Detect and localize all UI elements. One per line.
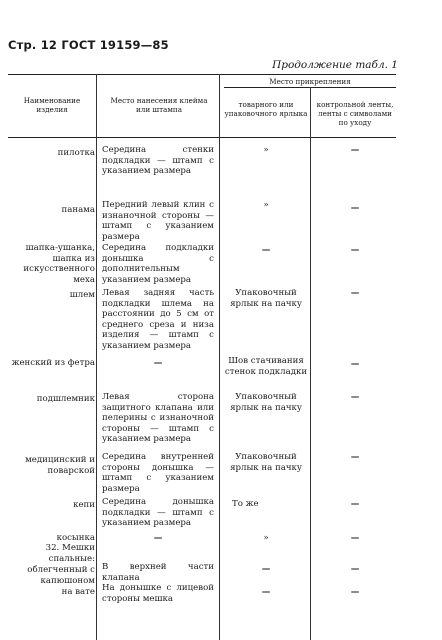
col-divider-3 [310,87,311,640]
stamp-place: Середина подкладки донышка с дополнительным указанием размера [102,243,214,285]
stamp-place: Середина донышка подкладки — штамп с указанием размера [102,497,214,528]
label-place: » [263,145,269,155]
header-label: товарного или упаковочного ярлыка [224,100,308,118]
stamp-place: Передний левый клин с изнаночной стороны — штамп с указанием размера [102,200,214,242]
header-stamp-place: Место нанесения клейма или штампа [110,96,208,114]
stamp-place: — [153,533,163,543]
item-name: косынка [56,533,95,543]
ribbon-place: — [350,359,360,369]
stamp-place: Левая сторона защитного клапана или пелерины с изнаночной стороны — штамп с указанием размера [102,392,214,444]
ribbon-place: — [350,499,360,509]
ribbon-place: — [350,452,360,462]
item-name: 32. Мешки спальные: [45,543,95,564]
item-name: пилотка [57,148,95,158]
ribbon-place: — [350,564,360,574]
header-bottom-rule [8,137,396,138]
item-name: шапка-ушанка, шапка из искусственного меха [23,243,95,285]
col-divider-1 [96,74,97,640]
item-name: на вате [61,587,95,597]
label-place: Упаковочный ярлык на пачку [230,288,302,309]
header-attach-place: Место прикрепления [269,77,351,86]
continuation-label: Продолжение табл. 1 [272,59,398,71]
col-divider-2 [219,74,220,640]
item-name: панама [61,205,95,215]
page-header: Стр. 12 ГОСТ 19159—85 [8,38,169,52]
ribbon-place: — [350,245,360,255]
label-place: — [261,245,271,255]
label-place: » [263,533,269,543]
item-name: медицинский и поварской [25,455,95,476]
item-name: женский из фетра [11,358,95,368]
label-place: — [261,564,271,574]
stamp-place: Середина внутренней стороны донышка — штамп с указанием размера [102,452,214,494]
stamp-place: Левая задняя часть подкладки шлема на расстоянии до 5 см от среднего среза и низа изделия — штамп с указанием размера [102,288,214,351]
ribbon-place: — [350,587,360,597]
label-place: — [261,587,271,597]
stamp-place: — [153,358,163,368]
ribbon-place: — [350,288,360,298]
table-top-rule [8,74,396,75]
item-name: подшлемник [36,394,95,404]
item-name: облегченный с капюшоном [27,565,95,586]
label-place: » [263,200,269,210]
stamp-place: Середина стенки подкладки — штамп с указанием размера [102,145,214,176]
label-place: Упаковочный ярлык на пачку [230,392,302,413]
stamp-place: На донышке с лицевой стороны мешка [102,583,214,604]
label-place: Шов стачивания стенок подкладки [224,356,308,377]
ribbon-place: — [350,533,360,543]
stamp-place: В верхней части клапана [102,562,214,583]
ribbon-place: — [350,203,360,213]
item-name: кепи [73,500,95,510]
label-place: То же [232,499,259,509]
header-item-name: Наименование изделия [23,96,81,114]
item-name: шлем [69,290,95,300]
ribbon-place: — [350,145,360,155]
label-place: Упаковочный ярлык на пачку [230,452,302,473]
header-ribbon: контрольной ленты, ленты с символами по уходу [316,100,394,127]
ribbon-place: — [350,392,360,402]
